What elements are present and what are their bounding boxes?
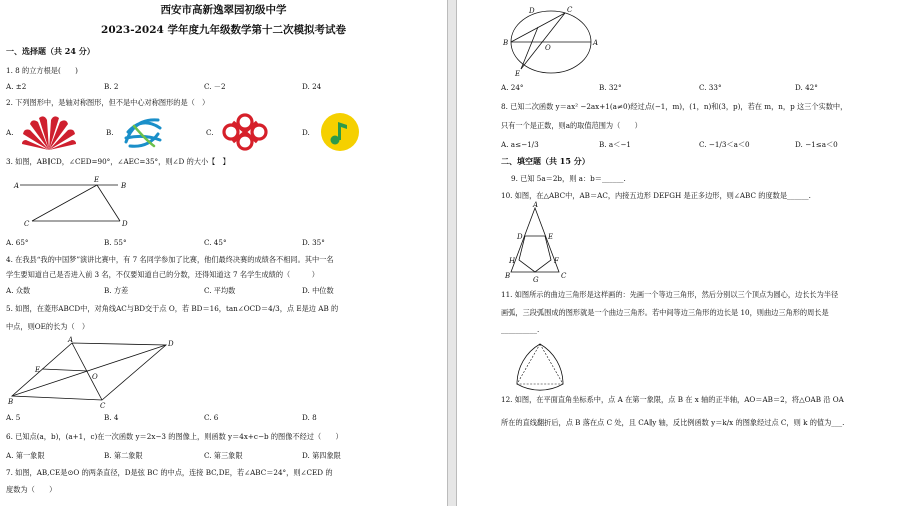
q7-label-d: D bbox=[529, 7, 535, 15]
q10-triangle-pentagon-figure bbox=[503, 202, 573, 284]
question-7-line1: 7. 如图，AB,CE是⊙O 的两条直径，D是弦 BC 的中点，连接 BC,DE，若∠ABC＝24°，则∠CED 的 bbox=[6, 468, 333, 477]
q3-label-e: E bbox=[94, 176, 100, 184]
question-12-line1: 12. 如图，在平面直角坐标系中，点 A 在第一象限，点 B 在 x 轴的正半轴，AO＝AB＝2，将△OAB 沿 OA bbox=[501, 395, 844, 404]
page-separator bbox=[447, 0, 457, 506]
question-7-line2: 度数为（ ） bbox=[6, 485, 57, 494]
q2-option-a: A. bbox=[6, 128, 14, 137]
question-5-line2: 中点，则OE的长为（ ） bbox=[6, 322, 90, 331]
q7-label-a: A bbox=[593, 39, 599, 47]
q5-label-a: A bbox=[68, 336, 74, 344]
q7-label-e: E bbox=[515, 70, 521, 78]
q10-label-h: H bbox=[509, 257, 516, 265]
q2-option-c: C. bbox=[206, 128, 214, 137]
q4-option-c: C. 平均数 bbox=[204, 286, 236, 295]
exam-page-right bbox=[457, 0, 900, 506]
q3-option-c: C. 45° bbox=[204, 238, 227, 247]
q6-option-a: A. 第一象限 bbox=[6, 451, 45, 460]
q10-label-e: E bbox=[548, 233, 554, 241]
question-11-line3: __________. bbox=[501, 325, 540, 334]
q7-label-o: O bbox=[545, 44, 551, 52]
q7-option-a: A. 24° bbox=[501, 83, 524, 92]
q7-option-b: B. 32° bbox=[599, 83, 622, 92]
question-4-line1: 4. 在我县“我的中国梦”演讲比赛中，有 7 名同学参加了比赛，他们最终决赛的成绩各不相同。其中一名 bbox=[6, 255, 334, 264]
q3-label-a: A bbox=[14, 182, 20, 190]
question-11-line1: 11. 如图所示的曲边三角形是这样画的：先画一个等边三角形，然后分别以三个顶点为圆心，边长长为半径 bbox=[501, 290, 839, 299]
q5-label-c: C bbox=[100, 402, 106, 410]
q3-label-b: B bbox=[121, 182, 127, 190]
q10-label-a: A bbox=[533, 201, 539, 209]
q6-option-d: D. 第四象限 bbox=[302, 451, 341, 460]
q1-option-b: B. 2 bbox=[104, 82, 119, 91]
q5-label-d: D bbox=[168, 340, 174, 348]
q7-option-c: C. 33° bbox=[699, 83, 722, 92]
q7-label-c: C bbox=[567, 6, 573, 14]
q8-option-d: D. −1≤a＜0 bbox=[795, 140, 838, 149]
q6-option-c: C. 第三象限 bbox=[204, 451, 243, 460]
q10-label-d: D bbox=[517, 233, 523, 241]
q11-reuleaux-triangle-figure bbox=[511, 338, 569, 390]
q10-label-c: C bbox=[561, 272, 567, 280]
china-mobile-logo-icon bbox=[120, 112, 166, 152]
q3-option-d: D. 35° bbox=[302, 238, 325, 247]
q5-rhombus-figure bbox=[8, 336, 178, 408]
q3-option-a: A. 65° bbox=[6, 238, 29, 247]
q3-label-c: C bbox=[24, 220, 30, 228]
question-2-text: 2. 下列图形中，是轴对称图形，但不是中心对称图形的是（ ） bbox=[6, 98, 210, 107]
question-1-text: 1. 8 的立方根是( ) bbox=[6, 66, 78, 75]
q5-option-a: A. 5 bbox=[6, 413, 21, 422]
q3-label-d: D bbox=[122, 220, 128, 228]
q5-label-b: B bbox=[8, 398, 14, 406]
section-choice-heading: 一、选择题（共 24 分） bbox=[6, 46, 95, 56]
music-app-logo-icon bbox=[318, 112, 362, 152]
q4-option-b: B. 方差 bbox=[104, 286, 129, 295]
q1-option-c: C. －2 bbox=[204, 82, 226, 91]
q10-label-g: G bbox=[533, 276, 539, 284]
question-10-text: 10. 如图，在△ABC中，AB＝AC，内接五边形 DEFGH 是正多边形，则∠ABC 的度数是______. bbox=[501, 191, 811, 200]
q5-option-c: C. 6 bbox=[204, 413, 219, 422]
q10-label-b: B bbox=[505, 272, 511, 280]
question-8-line1: 8. 已知二次函数 y＝ax² −2ax+1(a≠0)经过点(−1，m)，(1，n)和(3，p)，若在 m，n，p 这三个实数中， bbox=[501, 102, 848, 111]
q8-option-c: C. −1/3＜a＜0 bbox=[699, 140, 750, 149]
q2-option-b: B. bbox=[106, 128, 114, 137]
question-9-text: 9. 已知 5a＝2b，则 a：b＝______. bbox=[511, 174, 626, 183]
q10-label-f: F bbox=[554, 257, 559, 265]
q5-option-d: D. 8 bbox=[302, 413, 317, 422]
q7-option-d: D. 42° bbox=[795, 83, 818, 92]
question-6-text: 6. 已知点(a，b)，(a+1，c)在一次函数 y＝2x−3 的图像上，则函数 y＝4x+c−b 的图像不经过（ ） bbox=[6, 432, 343, 441]
q8-option-b: B. a＜−1 bbox=[599, 140, 631, 149]
q1-option-a: A. ±2 bbox=[6, 82, 27, 91]
q3-parallel-lines-figure bbox=[14, 176, 134, 228]
q5-option-b: B. 4 bbox=[104, 413, 119, 422]
q4-option-a: A. 众数 bbox=[6, 286, 31, 295]
q2-option-d: D. bbox=[302, 128, 310, 137]
q4-option-d: D. 中位数 bbox=[302, 286, 334, 295]
china-unicom-logo-icon bbox=[220, 113, 270, 151]
exam-school-title: 西安市高新逸翠园初级中学 bbox=[160, 4, 287, 16]
section-fill-heading: 二、填空题（共 15 分） bbox=[501, 156, 590, 166]
question-4-line2: 学生要知道自己是否进入前 3 名，不仅要知道自己的分数，还得知道这 7 名学生成绩的（ ） bbox=[6, 270, 319, 279]
q6-option-b: B. 第二象限 bbox=[104, 451, 143, 460]
question-3-text: 3. 如图，AB∥CD，∠CED=90°，∠AEC=35°，则∠D 的大小【 】 bbox=[6, 157, 230, 166]
question-11-line2: 画弧，三段弧围成的图形就是一个曲边三角形。若中间等边三角形的边长是 10，则曲边三角形的周长是 bbox=[501, 308, 829, 317]
question-8-line2: 只有一个是正数，则a的取值范围为（ ） bbox=[501, 121, 642, 130]
question-12-line2: 所在的直线翻折后，点 B 落在点 C 处，且 CA∥y 轴，反比例函数 y＝k/x 的图象经过点 C，则 k 的值为___. bbox=[501, 418, 845, 427]
q5-label-e: E bbox=[35, 366, 41, 374]
huawei-logo-icon bbox=[20, 112, 78, 152]
q5-label-o: O bbox=[92, 373, 98, 381]
exam-page-left bbox=[0, 0, 447, 506]
q7-label-b: B bbox=[503, 39, 509, 47]
question-5-line1: 5. 如图，在菱形ABCD中，对角线AC与BD交于点 O，若 BD＝16，tan∠OCD＝4/3，点 E是边 AB 的 bbox=[6, 304, 339, 313]
exam-paper-title: 2023-2024 学年度九年级数学第十二次模拟考试卷 bbox=[101, 24, 346, 36]
q1-option-d: D. 24 bbox=[302, 82, 322, 91]
q7-circle-figure bbox=[501, 4, 601, 78]
q3-option-b: B. 55° bbox=[104, 238, 127, 247]
q8-option-a: A. a≤−1/3 bbox=[501, 140, 539, 149]
